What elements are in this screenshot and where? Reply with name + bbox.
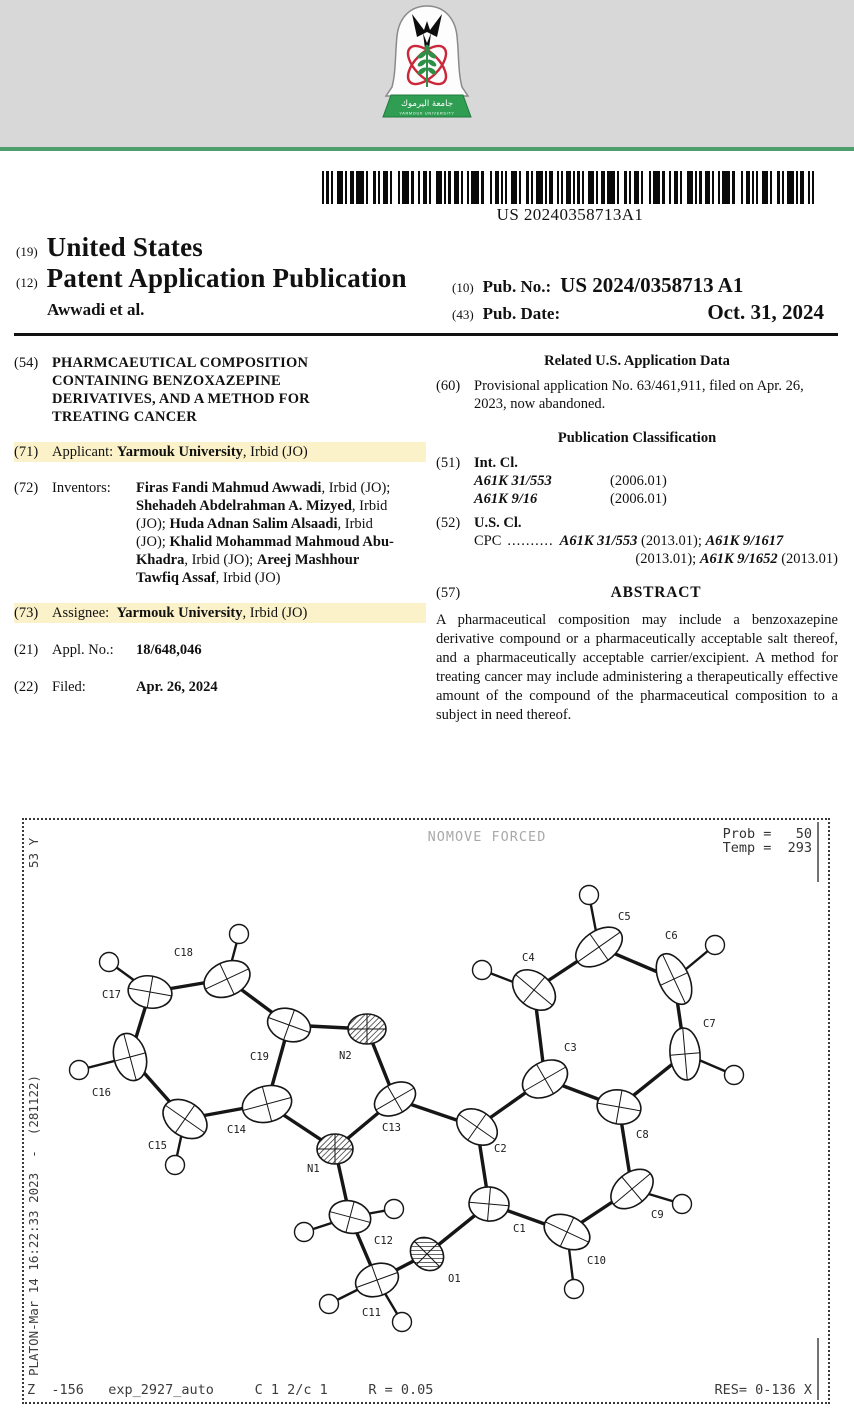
- svg-text:C6: C6: [665, 930, 678, 942]
- atom-N1: [317, 1134, 353, 1164]
- appl-no-label: Appl. No.:: [52, 642, 114, 658]
- int-cl-block: [474, 454, 838, 508]
- atom-C5: [569, 919, 630, 975]
- svg-text:C14: C14: [227, 1124, 246, 1136]
- filed-row: [14, 678, 426, 696]
- plot-footer-right: RES= 0-136 X: [714, 1382, 812, 1398]
- atom-C6: [649, 948, 699, 1010]
- svg-text:C9: C9: [651, 1209, 664, 1221]
- university-logo: [371, 3, 483, 121]
- field-number-71: (71): [14, 444, 39, 460]
- pub-date-value: Oct. 31, 2024: [707, 300, 824, 324]
- svg-text:C11: C11: [362, 1307, 381, 1319]
- provisional-row: [436, 377, 838, 413]
- us-cl-block: [474, 514, 838, 568]
- abstract-heading-row: [436, 584, 838, 602]
- svg-text:C3: C3: [564, 1042, 577, 1054]
- svg-text:C18: C18: [174, 947, 193, 959]
- logo-arabic-text: جامعة اليرموك: [401, 99, 453, 109]
- prob-label: Prob = 50: [722, 826, 812, 842]
- assignee-row: [14, 603, 426, 623]
- abstract-text: A pharmaceutical composition may include a benzoxazepine derivative compound or a pharmaceutically acceptable salt thereof, and a pharmaceutically acceptable carrier/excipient. A method for treating cancer may include administering a therapeutically effective amount of the compound of the pharmaceutical composition to a subject in need thereof.: [436, 612, 838, 723]
- pub-date-label: Pub. Date:: [482, 304, 561, 323]
- atom-C7: [668, 1027, 702, 1081]
- atom-ellipsoids: [108, 919, 702, 1303]
- svg-text:C17: C17: [102, 989, 121, 1001]
- plot-title: NOMOVE FORCED: [427, 829, 547, 845]
- abstract-heading: ABSTRACT: [610, 584, 702, 601]
- svg-text:C7: C7: [703, 1018, 716, 1030]
- side-label-top: 53 Y: [26, 837, 41, 868]
- atom-C10: [538, 1207, 595, 1256]
- ortep-plot: [24, 820, 828, 1402]
- int-cl-row: [436, 454, 838, 508]
- authors-line: Awwadi et al.: [47, 300, 145, 319]
- atom-O1: [404, 1231, 451, 1278]
- pub-date-line: [452, 300, 824, 325]
- field-number-73: (73): [14, 605, 39, 621]
- inventors-label: Inventors:: [52, 480, 111, 496]
- green-divider-line: [0, 147, 854, 151]
- svg-text:C15: C15: [148, 1140, 167, 1152]
- svg-text:C19: C19: [250, 1051, 269, 1063]
- atom-C3: [516, 1052, 575, 1105]
- field-number-60: (60): [436, 378, 461, 394]
- atom-N2: [348, 1014, 386, 1044]
- title-row: [14, 354, 426, 426]
- svg-text:C16: C16: [92, 1087, 111, 1099]
- document-kind-line: [16, 263, 407, 294]
- svg-text:C2: C2: [494, 1143, 507, 1155]
- inventors-row: [14, 479, 426, 587]
- provisional-text: Provisional application No. 63/461,911, filed on Apr. 26, 2023, now abandoned.: [474, 378, 804, 412]
- filed-label: Filed:: [52, 679, 86, 695]
- atom-C12: [326, 1196, 375, 1238]
- int-cl-entry: A61K 31/553 (2006.01): [474, 473, 667, 489]
- field-number-12: (12): [16, 275, 38, 290]
- document-kind: Patent Application Publication: [46, 263, 407, 293]
- pub-no-line: [452, 273, 824, 298]
- applicant-row: [14, 442, 426, 462]
- field-number-21: (21): [14, 642, 39, 658]
- svg-text:C1: C1: [513, 1223, 526, 1235]
- svg-text:N1: N1: [307, 1163, 320, 1175]
- plot-footer-left: Z -156 exp_2927_auto C 1 2/c 1 R = 0.05: [27, 1382, 434, 1398]
- atom-C14: [238, 1080, 296, 1128]
- atom-C11: [351, 1257, 403, 1302]
- svg-text:C12: C12: [374, 1235, 393, 1247]
- country-name: United States: [46, 232, 204, 262]
- filed-value: Apr. 26, 2024: [136, 679, 218, 695]
- svg-text:C4: C4: [522, 952, 535, 964]
- field-number-43: (43): [452, 307, 474, 322]
- field-number-57: (57): [436, 585, 461, 601]
- publication-barcode: [322, 171, 818, 204]
- appl-no-row: [14, 641, 426, 659]
- svg-text:C13: C13: [382, 1122, 401, 1134]
- field-number-72: (72): [14, 480, 39, 496]
- svg-text:N2: N2: [339, 1050, 352, 1062]
- atom-C15: [156, 1091, 215, 1146]
- us-cl-row: [436, 514, 838, 568]
- related-data-heading: Related U.S. Application Data: [544, 353, 730, 369]
- temp-label: Temp = 293: [722, 840, 812, 856]
- cpc-line2: (2013.01); A61K 9/1652 (2013.01): [635, 551, 838, 567]
- field-number-51: (51): [436, 455, 461, 471]
- int-cl-table: [474, 472, 838, 508]
- publication-number-code: US 20240358713A1: [496, 205, 644, 224]
- field-number-52: (52): [436, 515, 461, 531]
- int-cl-label: Int. Cl.: [474, 455, 518, 471]
- pub-no-value: US 2024/0358713 A1: [560, 273, 744, 297]
- atom-C19: [263, 1002, 315, 1047]
- us-cl-label: U.S. Cl.: [474, 515, 522, 531]
- cpc-line1: CPC .......... A61K 31/553 (2013.01); A61K 9/1617: [474, 533, 784, 549]
- field-number-10: (10): [452, 280, 474, 295]
- svg-text:C10: C10: [587, 1255, 606, 1267]
- bibliographic-left-column: [14, 354, 426, 696]
- appl-no-value: 18/648,046: [136, 642, 202, 658]
- side-label: PLATON-Mar 14 16:22:33 2023 - (281122): [26, 1074, 41, 1376]
- atom-C18: [198, 953, 256, 1004]
- bibliographic-right-column: [436, 352, 838, 725]
- field-number-54: (54): [14, 355, 39, 371]
- logo-university-name: YARMOUK UNIVERSITY: [399, 111, 455, 116]
- classification-heading: Publication Classification: [557, 430, 717, 446]
- atom-C4: [505, 962, 564, 1019]
- field-number-22: (22): [14, 679, 39, 695]
- pub-no-label: Pub. No.:: [482, 277, 552, 296]
- assignee-text: Assignee: Yarmouk University, Irbid (JO): [52, 605, 308, 621]
- header-rule: [14, 333, 838, 336]
- field-number-19: (19): [16, 244, 38, 259]
- applicant-text: Applicant: Yarmouk University, Irbid (JO): [52, 444, 308, 460]
- crystal-structure-figure: [22, 818, 830, 1404]
- inventors-list: Firas Fandi Mahmud Awwadi, Irbid (JO); Shehadeh Abdelrahman A. Mizyed, Irbid (JO); Huda Adnan Salim Alsaadi, Irbid (JO); Khalid Mohammad Mahmoud Abu-Khadra, Irbid (JO); Areej Mashhour Tawfiq Assaf, Irbid (JO): [136, 480, 394, 586]
- svg-text:O1: O1: [448, 1273, 461, 1285]
- country-line: [16, 232, 203, 263]
- invention-title: PHARMCAEUTICAL COMPOSITION CONTAINING BENZOXAZEPINE DERIVATIVES, AND A METHOD FOR TREATING CANCER: [52, 355, 310, 425]
- int-cl-entry: A61K 9/16 (2006.01): [474, 491, 667, 507]
- svg-text:C8: C8: [636, 1129, 649, 1141]
- svg-text:C5: C5: [618, 911, 631, 923]
